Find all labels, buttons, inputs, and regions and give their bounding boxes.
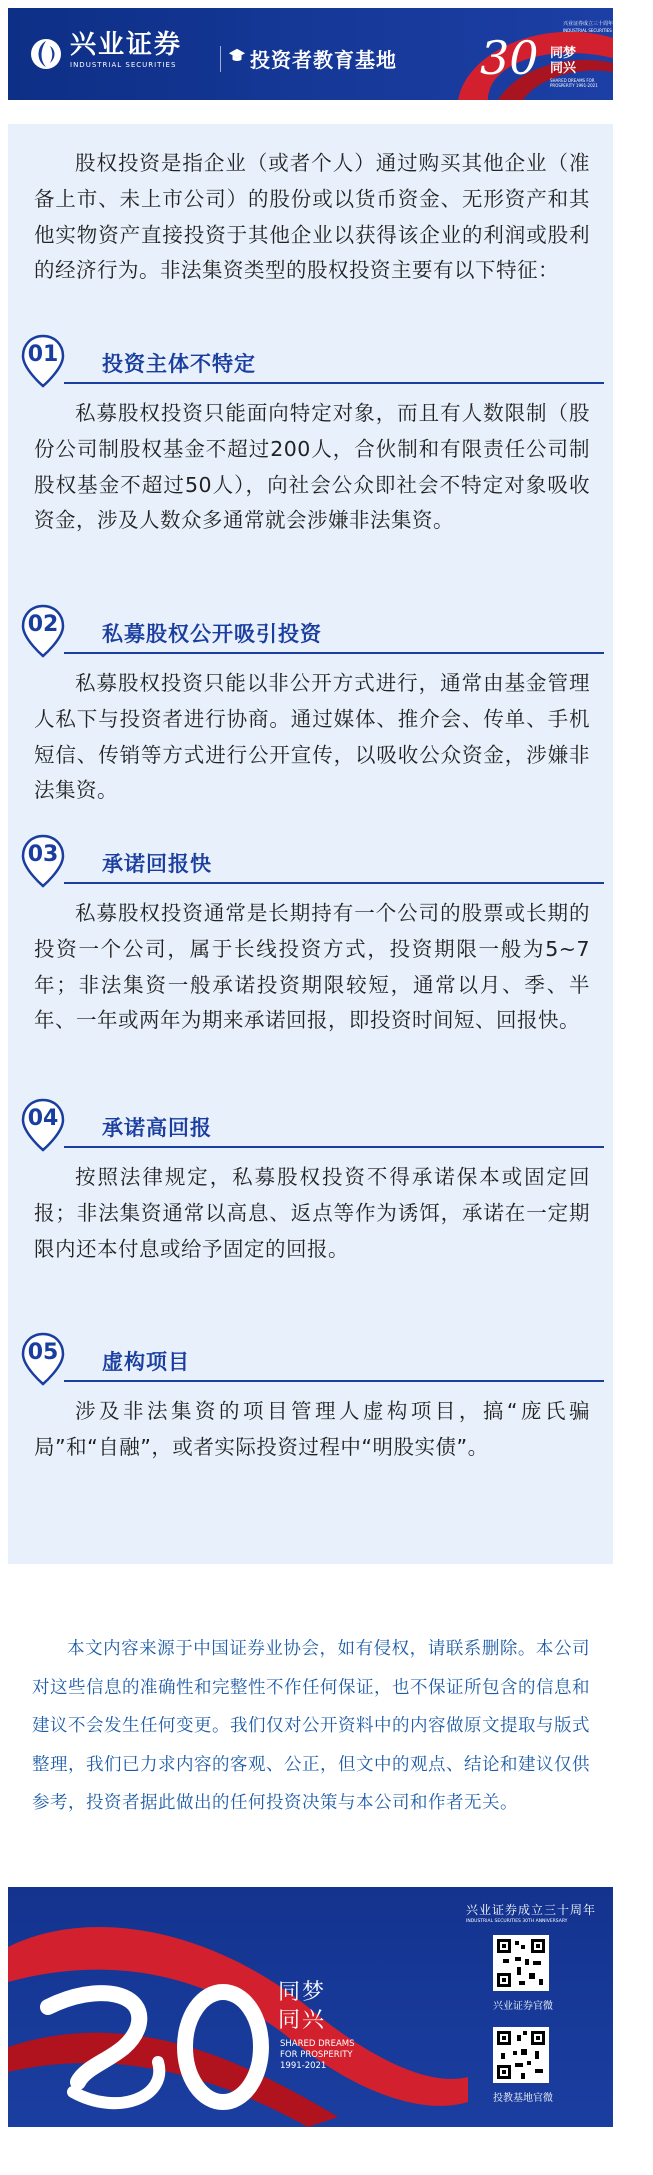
anniversary-ribbon-logo (8, 1887, 468, 2127)
footer-banner (8, 1887, 613, 2127)
section-divider (64, 652, 604, 654)
anniversary-title: 兴业证券成立三十周年 (466, 1903, 597, 1917)
section-title: 投资者教育基地 (250, 48, 397, 72)
qr-code-icon[interactable] (493, 2027, 549, 2083)
anniversary-subtitle: INDUSTRIAL SECURITIES 30TH ANNIVERSARY (466, 1919, 568, 1924)
section-body: 私募股权投资只能以非公开方式进行，通常由基金管理人私下与投资者进行协商。通过媒体、推介会、传单、手机短信、传销等方式进行公开宣传，以吸收公众资金，涉嫌非法集资。 (34, 671, 590, 803)
section-title: 承诺回报快 (102, 852, 212, 876)
section-divider (64, 882, 604, 884)
slogan-line: 1991-2021 (280, 2061, 327, 2071)
brand-name-en: INDUSTRIAL SECURITIES (70, 61, 177, 69)
graduation-cap-icon (228, 47, 246, 65)
section-title: 私募股权公开吸引投资 (102, 622, 322, 646)
qr-code-icon[interactable] (493, 1935, 549, 1991)
section-body: 涉及非法集资的项目管理人虚构项目，搞“庞氏骗局”和“自融”，或者实际投资过程中“明股实债”。 (34, 1399, 590, 1459)
disclaimer-text: 本文内容来源于中国证券业协会，如有侵权，请联系删除。本公司对这些信息的准确性和完整性不作任何保证，也不保证所包含的信息和建议不会发生任何变更。我们仅对公开资料中的内容做原文提取与版式整理，我们已力求内容的客观、公正，但文中的观点、结论和建议仅供参考，投资者据此做出的任何投资决策与本公司和作者无关。 (32, 1639, 590, 1814)
footer-tagline: 同梦同兴 (278, 1980, 327, 2033)
section-divider (64, 382, 604, 384)
section-body: 按照法律规定，私募股权投资不得承诺保本或固定回报；非法集资通常以高息、返点等作为诱饵，承诺在一定期限内还本付息或给予固定的回报。 (34, 1165, 590, 1261)
section-title: 虚构项目 (102, 1350, 190, 1374)
section-divider (64, 1380, 604, 1382)
section-number: 04 (27, 1106, 59, 1131)
section-number: 01 (27, 342, 59, 367)
company-logo-icon (30, 38, 62, 70)
header-divider (220, 46, 221, 72)
brand-block (70, 30, 182, 70)
header-slogan: SHARED DREAMS FOR PROSPERITY 1991-2021 (550, 78, 598, 88)
footer-slogan (280, 2039, 390, 2072)
slogan-line: FOR PROSPERITY (280, 2050, 353, 2060)
section-body: 私募股权投资只能面向特定对象，而且有人数限制（股份公司制股权基金不超过200人，合伙制和有限责任公司制股权基金不超过50人），向社会公众即社会不特定对象吸收资金，涉及人数众多通常就会涉嫌非法集资。 (34, 401, 590, 533)
qr-label: 兴业证券官微 (493, 2001, 553, 2012)
intro-paragraph: 股权投资是指企业（或者个人）通过购买其他企业（准备上市、未上市公司）的股份或以货币资金、无形资产和其他实物资产直接投资于其他企业以获得该企业的利润或股利的经济行为。非法集资类型的股权投资主要有以下特征： (34, 151, 590, 283)
svg-text:30: 30 (480, 31, 539, 85)
section-number: 02 (27, 612, 59, 637)
anniversary-subtitle: INDUSTRIAL SECURITIES 30TH ANNIVERSARY (563, 28, 653, 33)
qr-label: 投教基地官微 (493, 2093, 553, 2104)
content-panel (8, 124, 613, 1564)
header-banner (8, 8, 653, 100)
header-tagline: 同梦同兴 (550, 46, 577, 76)
slogan-line: SHARED DREAMS (280, 2039, 355, 2049)
brand-name: 兴业证券 (70, 30, 183, 60)
section-body: 私募股权投资通常是长期持有一个公司的股票或长期的投资一个公司，属于长线投资方式，投资期限一般为5~7年；非法集资一般承诺投资期限较短，通常以月、季、半年、一年或两年为期来承诺回报，即投资时间短、回报快。 (34, 901, 590, 1033)
section-title: 投资主体不特定 (102, 352, 256, 376)
section-number: 05 (27, 1340, 59, 1365)
section-number: 03 (27, 842, 59, 867)
section-divider (64, 1146, 604, 1148)
anniversary-title: 兴业证券成立三十周年 (563, 21, 614, 27)
section-title: 承诺高回报 (102, 1116, 212, 1140)
